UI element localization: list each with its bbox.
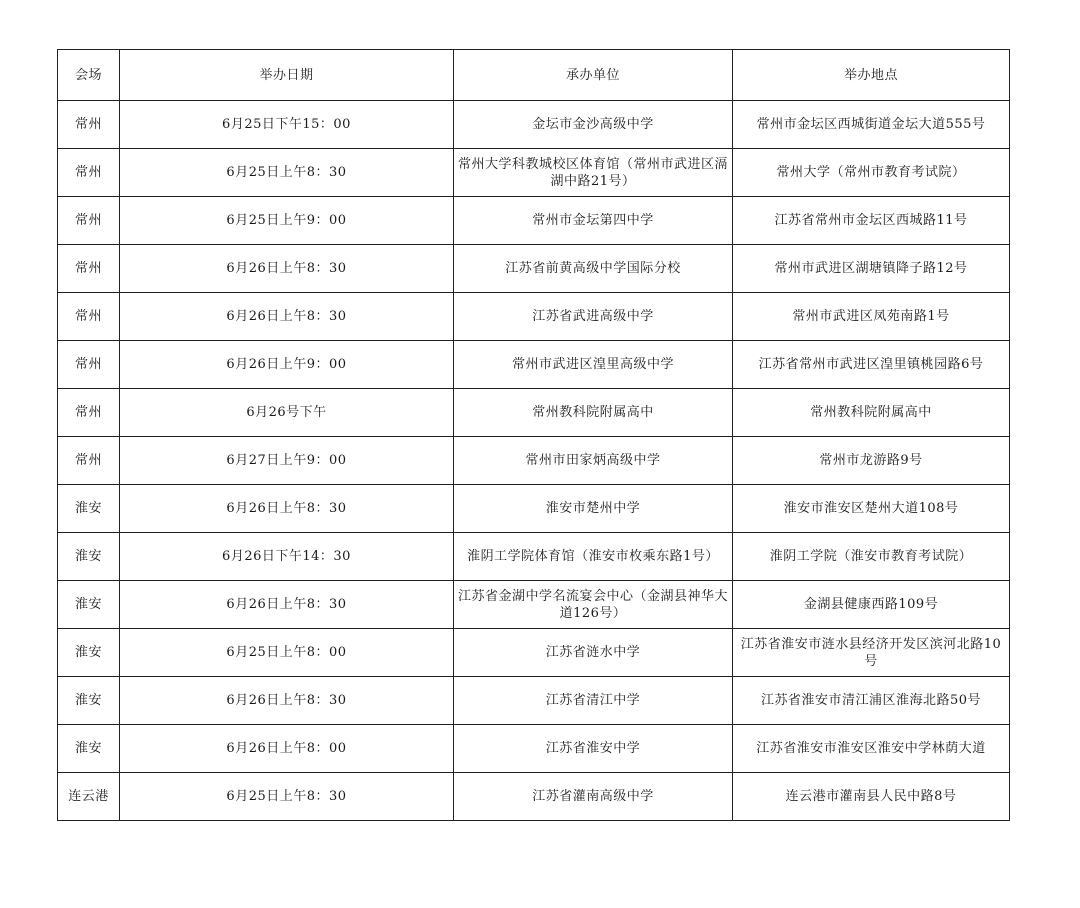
venue-schedule-sheet bbox=[57, 49, 1010, 821]
header-row bbox=[58, 50, 1010, 101]
table-row bbox=[58, 629, 1010, 677]
cell-location: 常州大学（常州市教育考试院） bbox=[733, 149, 1010, 197]
cell-date: 6月26号下午 bbox=[120, 389, 454, 437]
cell-location: 江苏省淮安市淮安区淮安中学林荫大道 bbox=[733, 725, 1010, 773]
cell-venue: 常州 bbox=[58, 197, 120, 245]
cell-date: 6月27日上午9：00 bbox=[120, 437, 454, 485]
cell-location: 江苏省常州市武进区湟里镇桃园路6号 bbox=[733, 341, 1010, 389]
cell-organizer: 常州教科院附属高中 bbox=[454, 389, 733, 437]
table-row bbox=[58, 341, 1010, 389]
cell-venue: 淮安 bbox=[58, 725, 120, 773]
cell-venue: 淮安 bbox=[58, 629, 120, 677]
cell-location: 常州市龙游路9号 bbox=[733, 437, 1010, 485]
table-row bbox=[58, 101, 1010, 149]
cell-location: 常州市武进区凤苑南路1号 bbox=[733, 293, 1010, 341]
cell-date: 6月26日上午8：30 bbox=[120, 677, 454, 725]
cell-location: 金湖县健康西路109号 bbox=[733, 581, 1010, 629]
table-row bbox=[58, 533, 1010, 581]
cell-date: 6月25日上午8：30 bbox=[120, 773, 454, 821]
cell-organizer: 江苏省武进高级中学 bbox=[454, 293, 733, 341]
table-row bbox=[58, 677, 1010, 725]
table-row bbox=[58, 197, 1010, 245]
table-row bbox=[58, 773, 1010, 821]
cell-venue: 常州 bbox=[58, 437, 120, 485]
cell-venue: 常州 bbox=[58, 101, 120, 149]
cell-date: 6月26日上午8：30 bbox=[120, 581, 454, 629]
cell-venue: 淮安 bbox=[58, 581, 120, 629]
cell-location: 淮安市淮安区楚州大道108号 bbox=[733, 485, 1010, 533]
header-venue: 会场 bbox=[58, 50, 120, 101]
cell-organizer: 常州市金坛第四中学 bbox=[454, 197, 733, 245]
cell-date: 6月25日上午9：00 bbox=[120, 197, 454, 245]
cell-date: 6月25日上午8：30 bbox=[120, 149, 454, 197]
cell-organizer: 常州市田家炳高级中学 bbox=[454, 437, 733, 485]
header-location: 举办地点 bbox=[733, 50, 1010, 101]
cell-organizer: 淮安市楚州中学 bbox=[454, 485, 733, 533]
cell-venue: 连云港 bbox=[58, 773, 120, 821]
table-row bbox=[58, 437, 1010, 485]
cell-location: 江苏省淮安市清江浦区淮海北路50号 bbox=[733, 677, 1010, 725]
cell-location: 连云港市灌南县人民中路8号 bbox=[733, 773, 1010, 821]
table-row bbox=[58, 245, 1010, 293]
cell-venue: 淮安 bbox=[58, 485, 120, 533]
cell-date: 6月26日上午8：30 bbox=[120, 293, 454, 341]
table-row bbox=[58, 485, 1010, 533]
cell-venue: 常州 bbox=[58, 149, 120, 197]
table-row bbox=[58, 581, 1010, 629]
cell-location: 常州市金坛区西城街道金坛大道555号 bbox=[733, 101, 1010, 149]
cell-organizer: 淮阴工学院体育馆（淮安市枚乘东路1号） bbox=[454, 533, 733, 581]
cell-location: 淮阴工学院（淮安市教育考试院） bbox=[733, 533, 1010, 581]
cell-organizer: 江苏省金湖中学名流宴会中心（金湖县神华大道126号） bbox=[454, 581, 733, 629]
cell-organizer: 江苏省清江中学 bbox=[454, 677, 733, 725]
cell-venue: 常州 bbox=[58, 341, 120, 389]
cell-date: 6月26日上午9：00 bbox=[120, 341, 454, 389]
table-row bbox=[58, 293, 1010, 341]
cell-organizer: 金坛市金沙高级中学 bbox=[454, 101, 733, 149]
cell-date: 6月26日上午8：00 bbox=[120, 725, 454, 773]
cell-location: 常州市武进区湖塘镇降子路12号 bbox=[733, 245, 1010, 293]
table-header bbox=[58, 50, 1010, 101]
table-body bbox=[58, 101, 1010, 821]
cell-location: 江苏省淮安市涟水县经济开发区滨河北路10号 bbox=[733, 629, 1010, 677]
cell-date: 6月26日上午8：30 bbox=[120, 245, 454, 293]
cell-date: 6月25日下午15：00 bbox=[120, 101, 454, 149]
venue-schedule-table bbox=[57, 49, 1010, 821]
cell-venue: 常州 bbox=[58, 293, 120, 341]
table-row bbox=[58, 725, 1010, 773]
table-row bbox=[58, 149, 1010, 197]
cell-venue: 常州 bbox=[58, 245, 120, 293]
cell-organizer: 江苏省灌南高级中学 bbox=[454, 773, 733, 821]
cell-organizer: 常州市武进区湟里高级中学 bbox=[454, 341, 733, 389]
cell-venue: 淮安 bbox=[58, 677, 120, 725]
cell-location: 江苏省常州市金坛区西城路11号 bbox=[733, 197, 1010, 245]
cell-date: 6月26日下午14：30 bbox=[120, 533, 454, 581]
cell-venue: 淮安 bbox=[58, 533, 120, 581]
header-organizer: 承办单位 bbox=[454, 50, 733, 101]
header-date: 举办日期 bbox=[120, 50, 454, 101]
cell-organizer: 江苏省淮安中学 bbox=[454, 725, 733, 773]
cell-organizer: 江苏省涟水中学 bbox=[454, 629, 733, 677]
cell-date: 6月25日上午8：00 bbox=[120, 629, 454, 677]
cell-venue: 常州 bbox=[58, 389, 120, 437]
cell-organizer: 常州大学科教城校区体育馆（常州市武进区滆湖中路21号） bbox=[454, 149, 733, 197]
cell-date: 6月26日上午8：30 bbox=[120, 485, 454, 533]
cell-location: 常州教科院附属高中 bbox=[733, 389, 1010, 437]
cell-organizer: 江苏省前黄高级中学国际分校 bbox=[454, 245, 733, 293]
table-row bbox=[58, 389, 1010, 437]
